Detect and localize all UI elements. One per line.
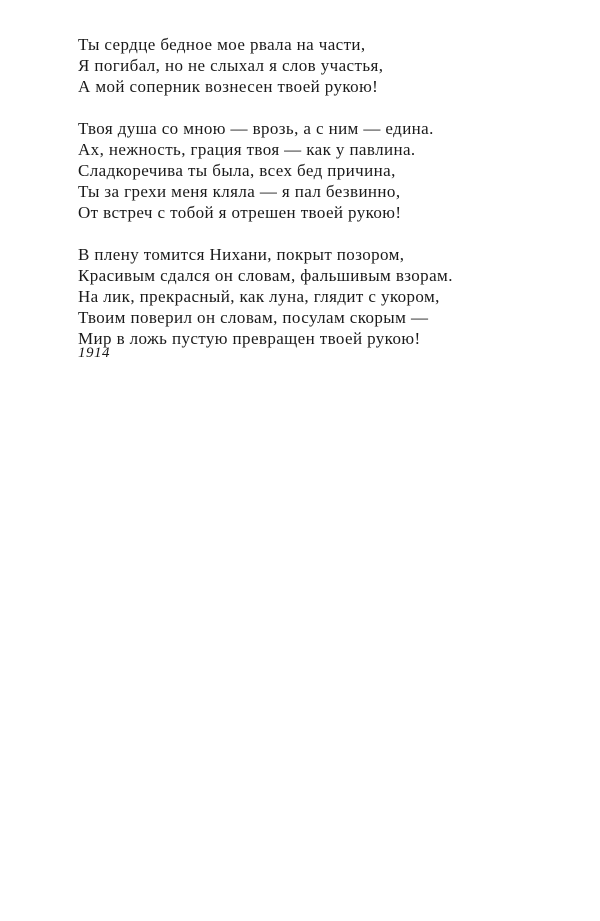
- stanza-3: [78, 244, 578, 349]
- poem-line: Твоя душа со мною — врозь, а с ним — едина.: [78, 119, 434, 138]
- stanza-1: [78, 34, 578, 97]
- poem-line: Ты за грехи меня кляла — я пал безвинно,: [78, 182, 401, 201]
- poem-line: Я погибал, но не слыхал я слов участья,: [78, 56, 384, 75]
- poem-text: [78, 34, 578, 349]
- poem-line: Красивым сдался он словам, фальшивым взорам.: [78, 266, 453, 285]
- stanza-2: [78, 118, 578, 223]
- poem-line: А мой соперник вознесен твоей рукою!: [78, 77, 379, 96]
- poem-line: От встреч с тобой я отрешен твоей рукою!: [78, 203, 402, 222]
- poem-date: 1914: [78, 345, 110, 361]
- poem-line: Сладкоречива ты была, всех бед причина,: [78, 161, 396, 180]
- poem-line: На лик, прекрасный, как луна, глядит с укором,: [78, 287, 440, 306]
- poem-line: В плену томится Нихани, покрыт позором,: [78, 245, 405, 264]
- poem-line: Ах, нежность, грация твоя — как у павлина.: [78, 140, 416, 159]
- poem-line: Ты сердце бедное мое рвала на части,: [78, 35, 366, 54]
- poem-line: Мир в ложь пустую превращен твоей рукою!: [78, 329, 421, 348]
- poem-line: Твоим поверил он словам, посулам скорым —: [78, 308, 429, 327]
